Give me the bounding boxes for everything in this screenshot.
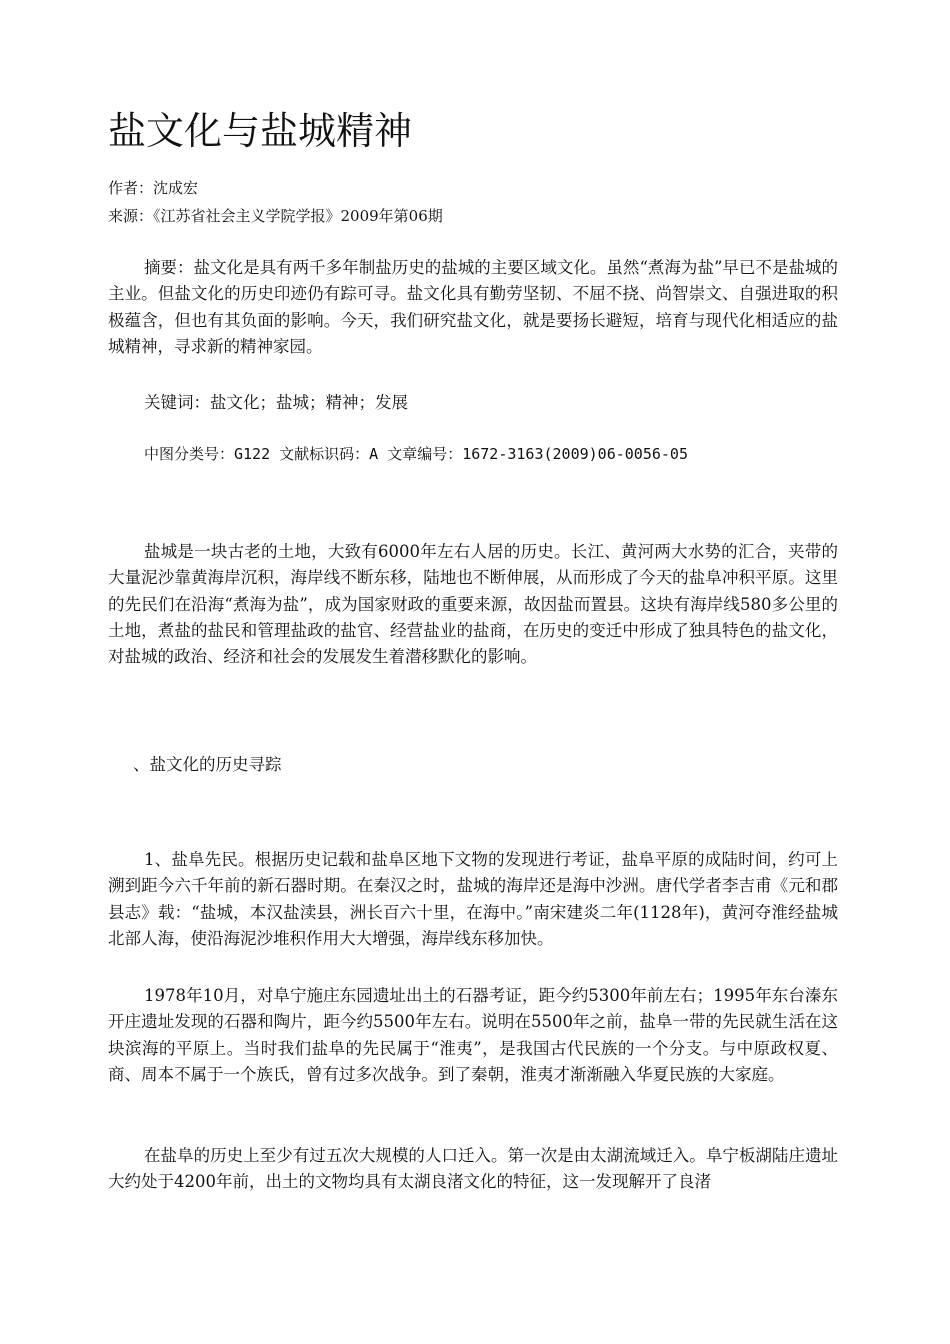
section-heading: 、盐文化的历史寻踪 <box>133 755 282 774</box>
article-title: 盐文化与盐城精神 <box>108 109 413 153</box>
body-paragraph-1: 1、盐阜先民。根据历史记载和盐阜区地下文物的发现进行考证，盐阜平原的成陆时间，约可上溯到距今六千年前的新石器时期。在秦汉之时，盐城的海岸还是海中沙洲。唐代学者李吉甫《元和郡县志》载：“盐城，本汉盐渎县，洲长百六十里，在海中。”南宋建炎二年(1128年)，黄河夺淮经盐城北部人海，使沿海泥沙堆积作用大大增强，海岸线东移加快。 <box>108 850 838 948</box>
body-paragraph-3: 在盐阜的历史上至少有过五次大规模的人口迁入。第一次是由太湖流域迁入。阜宁板湖陆庄遗址大约处于4200年前，出土的文物均具有太湖良渚文化的特征，这一发现解开了良渚 <box>108 1146 838 1192</box>
keywords-line: 关键词：盐文化；盐城；精神；发展 <box>144 393 408 412</box>
source-line: 来源：《江苏省社会主义学院学报》2009年第06期 <box>108 207 443 225</box>
abstract-paragraph: 摘要：盐文化是具有两千多年制盐历史的盐城的主要区域文化。虽然“煮海为盐”早已不是盐城的主业。但盐文化的历史印迹仍有踪可寻。盐文化具有勤劳坚韧、不屈不挠、尚智崇文、自强进取的积极蕴含，但也有其负面的影响。今天，我们研究盐文化，就是要扬长避短，培育与现代化相适应的盐城精神，寻求新的精神家园。 <box>108 258 838 356</box>
author-line: 作者：沈成宏 <box>108 179 199 197</box>
body-paragraph-2: 1978年10月，对阜宁施庄东园遗址出土的石器考证，距今约5300年前左右；1995年东台溱东开庄遗址发现的石器和陶片，距今约5500年左右。说明在5500年之前，盐阜一带的先民就生活在这块滨海的平原上。当时我们盐阜的先民属于“淮夷”，是我国古代民族的一个分支。与中原政权夏、商、周本不属于一个族氏，曾有过多次战争。到了秦朝，淮夷才渐渐融入华夏民族的大家庭。 <box>108 986 838 1084</box>
classification-line: 中图分类号：G122 文献标识码：A 文章编号：1672-3163(2009)06-0056-05 <box>144 445 688 463</box>
intro-paragraph: 盐城是一块古老的土地，大致有6000年左右人居的历史。长江、黄河两大水势的汇合，夹带的大量泥沙靠黄海岸沉积，海岸线不断东移，陆地也不断伸展，从而形成了今天的盐阜冲积平原。这里的先民们在沿海“煮海为盐”，成为国家财政的重要来源，故因盐而置县。这块有海岸线580多公里的土地，煮盐的盐民和管理盐政的盐官、经营盐业的盐商，在历史的变迁中形成了独具特色的盐文化，对盐城的政治、经济和社会的发展发生着潜移默化的影响。 <box>108 542 838 667</box>
